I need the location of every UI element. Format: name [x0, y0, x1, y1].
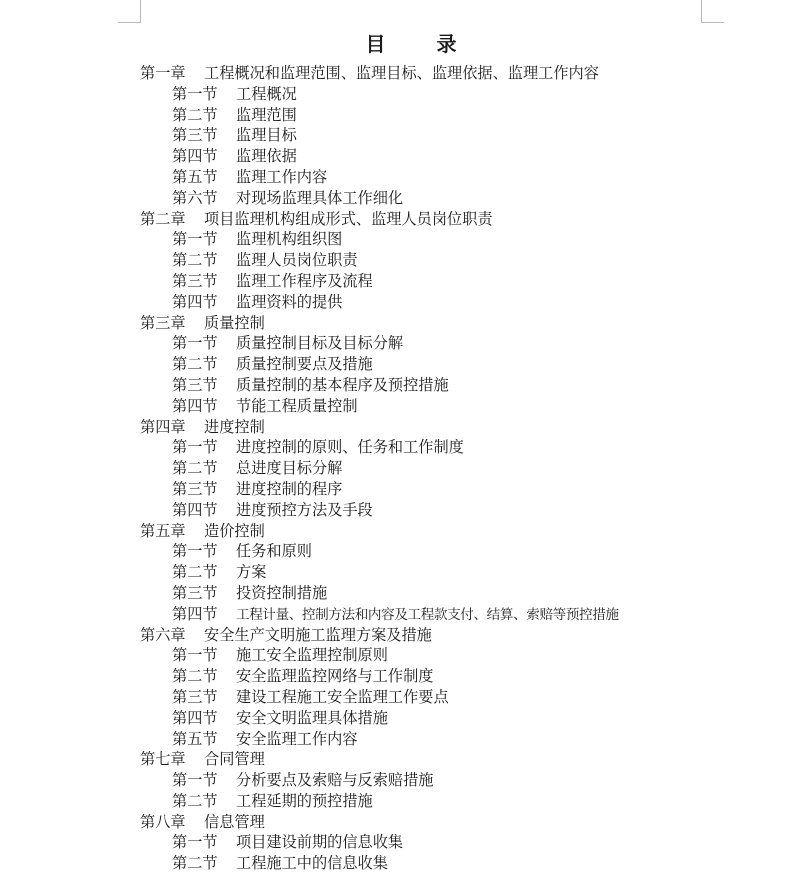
section-title: 质量控制的基本程序及预控措施 — [236, 375, 449, 394]
toc-section-entry[interactable] — [140, 125, 780, 146]
chapter-title: 质量控制 — [204, 313, 265, 332]
chapter-number: 第六章 — [140, 625, 186, 644]
chapter-title: 信息管理 — [204, 812, 265, 831]
toc-section-entry[interactable] — [140, 271, 780, 292]
toc-section-entry[interactable] — [140, 437, 780, 458]
toc-section-entry[interactable] — [140, 396, 780, 417]
chapter-title: 工程概况和监理范围、监理目标、监理依据、监理工作内容 — [204, 64, 599, 82]
section-title: 工程计量、控制方法和内容及工程款支付、结算、索赔等预控措施 — [236, 606, 619, 623]
section-title: 对现场监理具体工作细化 — [236, 188, 404, 207]
section-number: 第六节 — [172, 188, 218, 207]
section-number: 第一节 — [172, 334, 218, 353]
chapter-title: 造价控制 — [204, 521, 265, 540]
section-number: 第二节 — [172, 105, 218, 124]
toc-section-entry[interactable] — [140, 84, 780, 105]
toc-section-entry[interactable] — [140, 541, 780, 562]
toc-section-entry[interactable] — [140, 188, 780, 209]
section-title: 监理依据 — [236, 147, 297, 166]
section-title: 进度控制的程序 — [236, 479, 343, 498]
page-corner-mark-right — [701, 0, 724, 23]
section-number: 第一节 — [172, 84, 218, 103]
section-title: 施工安全监理控制原则 — [236, 646, 388, 665]
toc-section-entry[interactable] — [140, 832, 780, 853]
section-number: 第二节 — [172, 667, 218, 686]
section-title: 工程延期的预控措施 — [236, 791, 373, 810]
toc-section-entry[interactable] — [140, 687, 780, 708]
toc-title: 目 录 — [365, 32, 479, 56]
section-title: 监理机构组织图 — [236, 230, 343, 249]
section-title: 监理范围 — [236, 105, 297, 124]
section-number: 第一节 — [172, 833, 218, 852]
toc-section-entry[interactable] — [140, 458, 780, 479]
section-number: 第五节 — [172, 729, 218, 748]
section-number: 第三节 — [172, 479, 218, 498]
section-number: 第三节 — [172, 583, 218, 602]
section-number: 第二节 — [172, 355, 218, 374]
chapter-title: 安全生产文明施工监理方案及措施 — [204, 625, 432, 644]
toc-section-entry[interactable] — [140, 500, 780, 521]
toc-section-entry[interactable] — [140, 292, 780, 313]
section-number: 第四节 — [172, 500, 218, 519]
section-title: 投资控制措施 — [236, 583, 328, 602]
page-corner-mark-left — [118, 0, 141, 23]
chapter-number: 第七章 — [140, 750, 186, 769]
section-title: 质量控制目标及目标分解 — [236, 334, 404, 353]
toc-chapter-entry[interactable] — [140, 625, 780, 646]
chapter-number: 第八章 — [140, 812, 186, 831]
section-title: 建设工程施工安全监理工作要点 — [236, 687, 449, 706]
toc-section-entry[interactable] — [140, 729, 780, 750]
section-title: 监理目标 — [236, 126, 297, 145]
section-number: 第五节 — [172, 167, 218, 186]
section-number: 第一节 — [172, 771, 218, 790]
section-number: 第二节 — [172, 251, 218, 270]
section-number: 第四节 — [172, 292, 218, 311]
section-title: 安全文明监理具体措施 — [236, 708, 388, 727]
toc-section-entry[interactable] — [140, 562, 780, 583]
chapter-title: 项目监理机构组成形式、监理人员岗位职责 — [204, 209, 493, 228]
toc-section-entry[interactable] — [140, 604, 780, 625]
toc-section-entry[interactable] — [140, 479, 780, 500]
section-title: 监理工作内容 — [236, 167, 328, 186]
section-title: 任务和原则 — [236, 542, 312, 561]
section-title: 项目建设前期的信息收集 — [236, 833, 404, 852]
toc-chapter-entry[interactable] — [140, 209, 780, 230]
section-title: 分析要点及索赔与反索赔措施 — [236, 771, 434, 790]
toc-section-entry[interactable] — [140, 770, 780, 791]
toc-section-entry[interactable] — [140, 708, 780, 729]
section-number: 第四节 — [172, 708, 218, 727]
chapter-title: 进度控制 — [204, 417, 265, 436]
toc-chapter-entry[interactable] — [140, 749, 780, 770]
chapter-number: 第五章 — [140, 521, 186, 540]
toc-section-entry[interactable] — [140, 645, 780, 666]
toc-chapter-entry[interactable] — [140, 812, 780, 833]
section-title: 进度预控方法及手段 — [236, 500, 373, 519]
section-title: 质量控制要点及措施 — [236, 355, 373, 374]
toc-section-entry[interactable] — [140, 354, 780, 375]
section-title: 工程施工中的信息收集 — [236, 854, 388, 873]
section-number: 第四节 — [172, 604, 218, 623]
section-title: 方案 — [236, 563, 267, 582]
section-title: 监理人员岗位职责 — [236, 251, 358, 270]
toc-chapter-entry[interactable] — [140, 417, 780, 438]
toc-chapter-entry[interactable] — [140, 521, 780, 542]
section-title: 监理工作程序及流程 — [236, 271, 373, 290]
chapter-number: 第四章 — [140, 417, 186, 436]
section-number: 第二节 — [172, 563, 218, 582]
toc-section-entry[interactable] — [140, 791, 780, 812]
chapter-number: 第二章 — [140, 209, 186, 228]
section-title: 进度控制的原则、任务和工作制度 — [236, 438, 464, 457]
section-title: 监理资料的提供 — [236, 292, 343, 311]
section-number: 第一节 — [172, 438, 218, 457]
section-number: 第三节 — [172, 687, 218, 706]
section-number: 第二节 — [172, 854, 218, 873]
toc-section-entry[interactable] — [140, 333, 780, 354]
toc-section-entry[interactable] — [140, 853, 780, 874]
section-title: 节能工程质量控制 — [236, 396, 358, 415]
toc-section-entry[interactable] — [140, 105, 780, 126]
section-title: 安全监理监控网络与工作制度 — [236, 667, 434, 686]
toc-section-entry[interactable] — [140, 375, 780, 396]
section-number: 第二节 — [172, 459, 218, 478]
table-of-contents — [140, 63, 780, 874]
section-number: 第三节 — [172, 271, 218, 290]
section-title: 总进度目标分解 — [236, 459, 343, 478]
toc-section-entry[interactable] — [140, 666, 780, 687]
toc-section-entry[interactable] — [140, 229, 780, 250]
chapter-number: 第一章 — [140, 64, 186, 82]
toc-section-entry[interactable] — [140, 250, 780, 271]
toc-section-entry[interactable] — [140, 583, 780, 604]
section-title: 工程概况 — [236, 84, 297, 103]
section-number: 第一节 — [172, 542, 218, 561]
section-number: 第四节 — [172, 396, 218, 415]
section-number: 第三节 — [172, 126, 218, 145]
section-number: 第三节 — [172, 375, 218, 394]
toc-section-entry[interactable] — [140, 146, 780, 167]
section-number: 第一节 — [172, 646, 218, 665]
section-title: 安全监理工作内容 — [236, 729, 358, 748]
toc-section-entry[interactable] — [140, 167, 780, 188]
section-number: 第四节 — [172, 147, 218, 166]
chapter-title: 合同管理 — [204, 750, 265, 769]
chapter-number: 第三章 — [140, 313, 186, 332]
toc-chapter-entry[interactable] — [140, 63, 780, 84]
toc-chapter-entry[interactable] — [140, 313, 780, 334]
section-number: 第二节 — [172, 791, 218, 810]
section-number: 第一节 — [172, 230, 218, 249]
